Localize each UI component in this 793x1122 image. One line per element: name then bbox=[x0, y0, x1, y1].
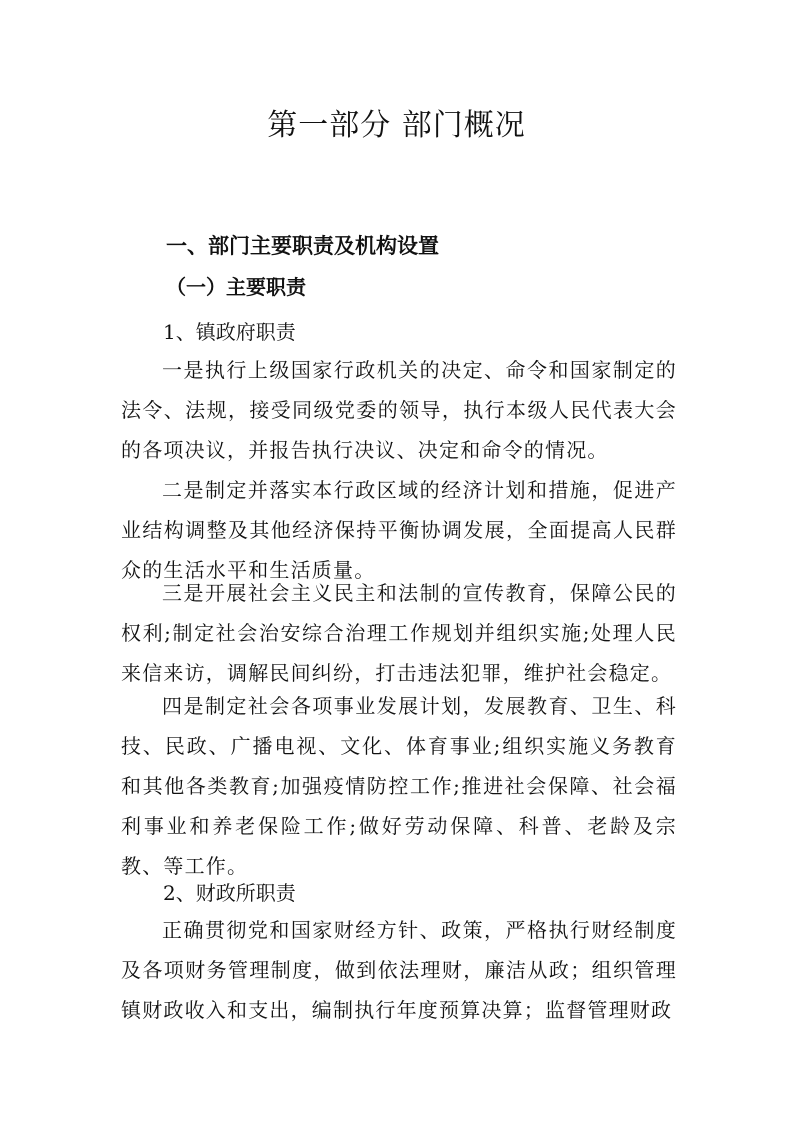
page-title: 第一部分 部门概况 bbox=[267, 108, 526, 143]
item-title-town-government: 1、镇政府职责 bbox=[163, 320, 296, 344]
paragraph-town-duty-3: 三是开展社会主义民主和法制的宣传教育，保障公民的权利;制定社会治安综合治理工作规划并组织实施;处理人民来信来访，调解民间纠纷，打击违法犯罪，维护社会稳定。 bbox=[121, 581, 677, 685]
paragraph-town-duty-4: 四是制定社会各项事业发展计划，发展教育、卫生、科技、民政、广播电视、文化、体育事业;组织实施义务教育和其他各类教育;加强疫情防控工作;推进社会保障、社会福利事业和养老保险工作;做好劳动保障、科普、老龄及宗教、等工作。 bbox=[121, 694, 677, 878]
section-heading-responsibilities-and-structure: 一、部门主要职责及机构设置 bbox=[166, 234, 439, 258]
paragraph-finance-duty-1: 正确贯彻党和国家财经方针、政策，严格执行财经制度及各项财务管理制度，做到依法理财，廉洁从政；组织管理镇财政收入和支出，编制执行年度预算决算；监督管理财政 bbox=[121, 918, 677, 1022]
paragraph-town-duty-1: 一是执行上级国家行政机关的决定、命令和国家制定的法令、法规，接受同级党委的领导，执行本级人民代表大会的各项决议，并报告执行决议、决定和命令的情况。 bbox=[121, 358, 677, 462]
subsection-heading-main-responsibilities: （一）主要职责 bbox=[166, 275, 306, 299]
paragraph-town-duty-2: 二是制定并落实本行政区域的经济计划和措施，促进产业结构调整及其他经济保持平衡协调发展，全面提高人民群众的生活水平和生活质量。 bbox=[121, 478, 677, 582]
item-title-finance-office: 2、财政所职责 bbox=[163, 881, 296, 905]
